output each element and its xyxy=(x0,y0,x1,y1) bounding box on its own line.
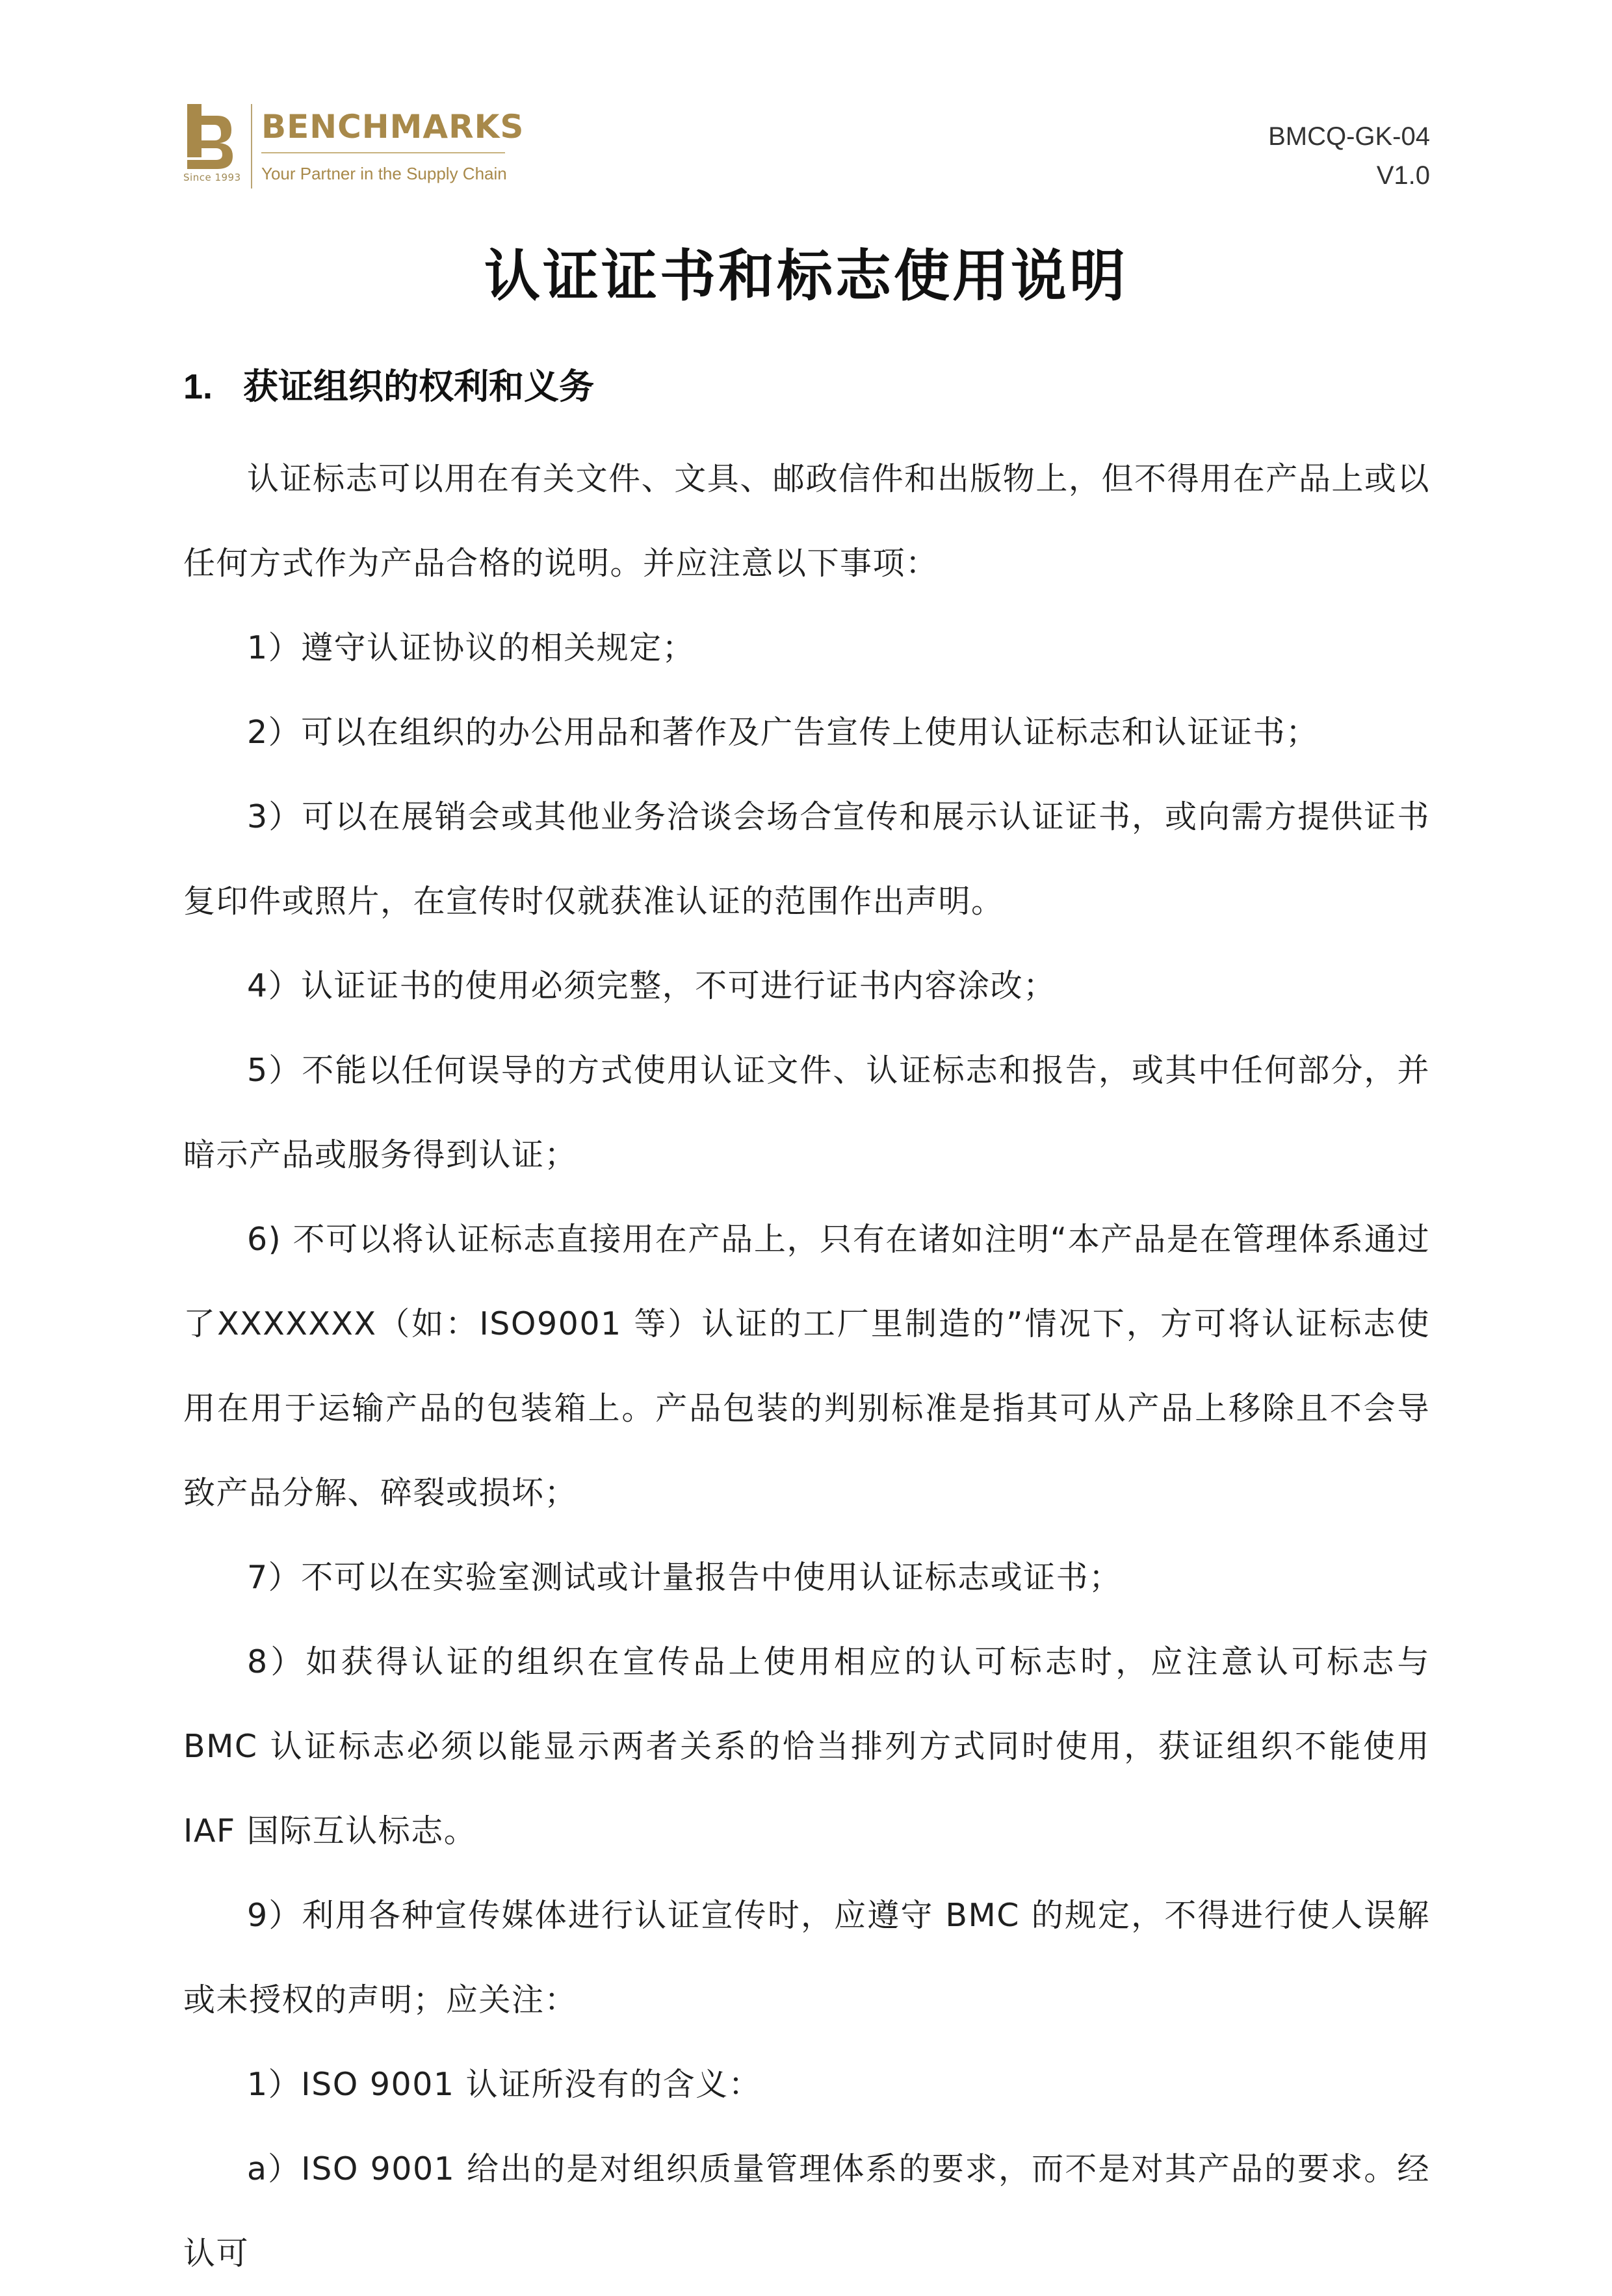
benchmarks-logo xyxy=(183,99,525,190)
sub-list-item: a）ISO 9001 给出的是对组织质量管理体系的要求，而不是对其产品的要求。经认可 xyxy=(183,2150,1430,2272)
logo-since-text: Since 1993 xyxy=(183,172,241,183)
list-item: 8）如获得认证的组织在宣传品上使用相应的认可标志时，应注意认可标志与 BMC 认证标志必须以能显示两者关系的恰当排列方式同时使用，获证组织不能使用 IAF 国际互认标志。 xyxy=(183,1643,1430,1849)
section-number: 1. xyxy=(183,367,213,406)
logo-divider xyxy=(251,104,252,189)
list-item: 1）遵守认证协议的相关规定； xyxy=(247,629,696,666)
document-code-block xyxy=(1268,117,1430,195)
logo-tagline: Your Partner in the Supply Chain xyxy=(261,164,507,183)
benchmarks-logo-icon xyxy=(183,104,235,169)
section-title: 获证组织的权利和义务 xyxy=(243,366,594,407)
list-item: 2）可以在组织的办公用品和著作及广告宣传上使用认证标志和认证证书； xyxy=(247,714,1319,751)
list-item: 3）可以在展销会或其他业务洽谈会场合宣传和展示认证证书，或向需方提供证书复印件或照片，在宣传时仅就获准认证的范围作出声明。 xyxy=(183,798,1430,920)
document-code: BMCQ-GK-04 xyxy=(1268,122,1430,151)
body-text xyxy=(183,437,1430,2296)
sub-list-item: 1）ISO 9001 认证所没有的含义： xyxy=(247,2066,762,2103)
page-title: 认证证书和标志使用说明 xyxy=(484,244,1128,309)
document-version: V1.0 xyxy=(1376,161,1430,190)
section-heading xyxy=(183,359,594,409)
paragraph-intro: 认证标志可以用在有关文件、文具、邮政信件和出版物上，但不得用在产品上或以任何方式作为产品合格的说明。并应注意以下事项： xyxy=(183,460,1430,582)
list-item: 9）利用各种宣传媒体进行认证宣传时，应遵守 BMC 的规定，不得进行使人误解或未授权的声明；应关注： xyxy=(183,1897,1430,2018)
list-item: 4）认证证书的使用必须完整，不可进行证书内容涂改； xyxy=(247,967,1056,1004)
list-item: 5）不能以任何误导的方式使用认证文件、认证标志和报告，或其中任何部分，并暗示产品或服务得到认证； xyxy=(183,1052,1430,1173)
list-item: 6) 不可以将认证标志直接用在产品上，只有在诸如注明“本产品是在管理体系通过了XXXXXXX（如：ISO9001 等）认证的工厂里制造的”情况下，方可将认证标志使用在用于运输产品的包装箱上。产品包装的判别标准是指其可从产品上移除且不会导致产品分解、碎裂或损坏； xyxy=(183,1221,1430,1511)
logo-wordmark: BENCHMARKS xyxy=(261,108,525,146)
logo-rule xyxy=(261,152,505,153)
page-header xyxy=(183,99,1430,196)
list-item: 7）不可以在实验室测试或计量报告中使用认证标志或证书； xyxy=(247,1559,1122,1596)
